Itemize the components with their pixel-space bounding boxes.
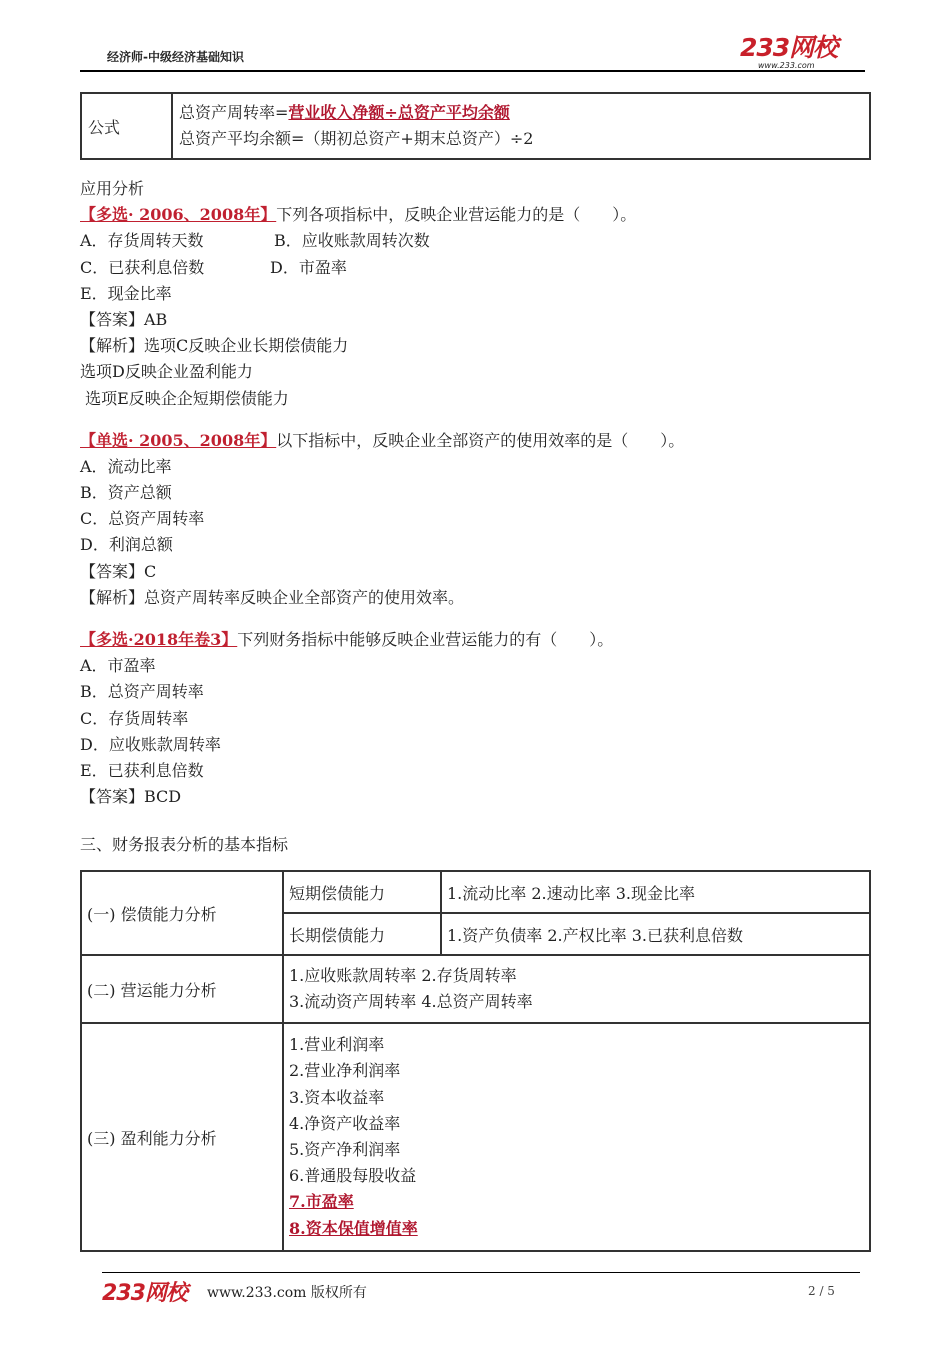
metrics-table	[80, 870, 871, 1252]
question-3-text: 下列财务指标中能够反映企业营运能力的有（ ）。	[237, 630, 614, 649]
profitability-item: 2.营业净利润率	[289, 1061, 401, 1081]
operation-line: 3.流动资产周转率 4.总资产周转率	[289, 992, 533, 1011]
question-2-analysis: 【解析】总资产周转率反映企业全部资产的使用效率。	[80, 587, 465, 607]
profitability-category: (三) 盈利能力分析	[81, 1023, 283, 1251]
question-1-analysis: 选项D反映企业盈利能力	[80, 362, 253, 382]
operation-category: (二) 营运能力分析	[81, 955, 283, 1023]
section-3-heading: 三、财务报表分析的基本指标	[80, 835, 289, 854]
question-1-text: 下列各项指标中，反映企业营运能力的是（ ）。	[276, 205, 637, 225]
question-2-text: 以下指标中，反映企业全部资产的使用效率的是（ ）。	[276, 430, 685, 450]
profitability-item: 6.普通股每股收益	[289, 1166, 417, 1186]
question-2-option: A．流动比率	[80, 456, 172, 476]
question-2-option: C．总资产周转率	[80, 509, 205, 529]
question-1-answer: 【答案】AB	[80, 309, 168, 329]
logo-url: www.233.com	[758, 61, 815, 70]
header-divider	[80, 70, 865, 72]
question-3-option: D．应收账款周转率	[80, 734, 221, 754]
question-2-stem	[80, 428, 870, 454]
short-term-solvency-items: 1.流动比率 2.速动比率 3.现金比率	[441, 871, 870, 913]
question-1-analysis: 选项E反映企企短期偿债能力	[80, 388, 289, 408]
logo-text: 233网校	[740, 33, 838, 62]
question-3-option: C．存货周转率	[80, 708, 189, 728]
formula-content	[172, 93, 870, 159]
question-1-option-e: E．现金比率	[80, 283, 172, 303]
question-1-option-b: B．应收账款周转次数	[274, 231, 430, 251]
question-3-tag: 【多选·2018年卷3】	[80, 630, 238, 649]
long-term-solvency-label: 长期偿债能力	[283, 913, 441, 955]
question-2-answer: 【答案】C	[80, 561, 157, 581]
short-term-solvency-label: 短期偿债能力	[283, 871, 441, 913]
question-1-stem	[80, 202, 870, 228]
solvency-category: (一) 偿债能力分析	[81, 871, 283, 955]
question-2-option: D．利润总额	[80, 535, 173, 555]
operation-line: 1.应收账款周转率 2.存货周转率	[289, 965, 517, 985]
operation-items	[283, 955, 870, 1023]
footer-copyright: www.233.com 版权所有	[207, 1285, 367, 1301]
question-1-options-row	[80, 228, 870, 254]
question-3-stem	[80, 627, 870, 653]
question-1-option-c: C．已获利息倍数	[80, 257, 205, 277]
document-header-title: 经济师-中级经济基础知识	[107, 50, 244, 64]
question-1-options-row	[80, 255, 870, 281]
formula-table	[80, 92, 871, 160]
profitability-item: 3.资本收益率	[289, 1087, 385, 1107]
brand-logo	[740, 34, 860, 74]
footer-divider	[102, 1272, 860, 1273]
formula-line1-prefix: 总资产周转率=	[179, 103, 289, 122]
question-3-answer: 【答案】BCD	[80, 787, 182, 807]
long-term-solvency-items: 1.资产负债率 2.产权比率 3.已获利息倍数	[441, 913, 870, 955]
profitability-item: 5.资产净利润率	[289, 1140, 401, 1159]
question-3-option: E．已获利息倍数	[80, 760, 204, 780]
application-heading: 应用分析	[80, 179, 145, 198]
footer-logo: 233网校	[102, 1281, 187, 1306]
question-2-tag: 【单选· 2005、2008年】	[80, 430, 277, 450]
question-1-option-a: A．存货周转天数	[80, 231, 204, 251]
question-3-option: A．市盈率	[80, 656, 156, 676]
profitability-item-highlight: 8.资本保值增值率	[289, 1218, 418, 1238]
application-analysis	[80, 176, 870, 810]
profitability-items	[283, 1023, 870, 1251]
profitability-item: 4.净资产收益率	[289, 1113, 401, 1133]
formula-label: 公式	[81, 93, 172, 159]
formula-line2: 总资产平均余额=（期初总资产+期末总资产）÷2	[179, 129, 534, 148]
profitability-item-highlight: 7.市盈率	[289, 1192, 354, 1212]
question-2-option: B．资产总额	[80, 483, 172, 503]
formula-line1-highlight: 营业收入净额÷总资产平均余额	[288, 103, 510, 122]
question-3-option: B．总资产周转率	[80, 682, 204, 702]
page-number: 2 / 5	[808, 1284, 835, 1298]
question-1-option-d: D．市盈率	[270, 257, 347, 277]
question-1-tag: 【多选· 2006、2008年】	[80, 205, 277, 225]
question-1-analysis: 【解析】选项C反映企业长期偿债能力	[80, 336, 349, 356]
profitability-item: 1.营业利润率	[289, 1035, 385, 1055]
